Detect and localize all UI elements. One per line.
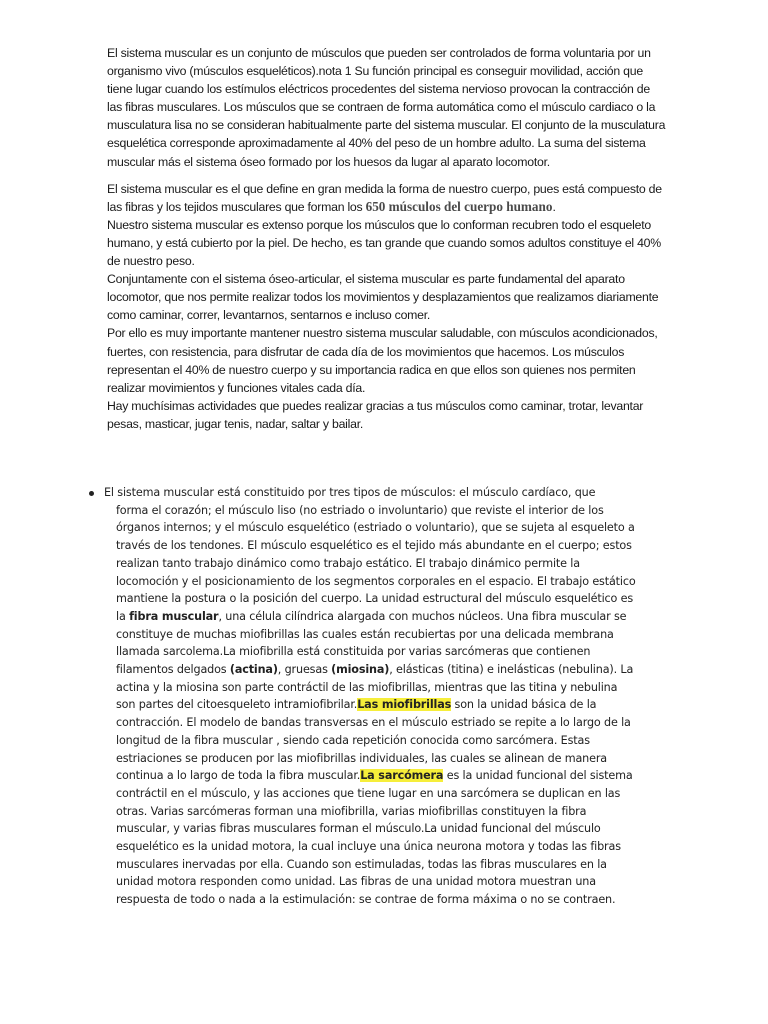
bullet-line: contracción. El modelo de bandas transversas en el músculo estriado se repite a lo largo de la	[116, 716, 631, 730]
highlight-miofibrillas: Las miofibrillas	[357, 698, 452, 712]
paragraph-definition: El sistema muscular es un conjunto de músculos que pueden ser controlados de forma voluntaria por un organismo vivo (músculos esqueléticos).nota 1 Su función principal es conseguir movilidad, acción que tiene lugar cuando los estímulos eléctricos procedentes del sistema nervioso provocan la contracción de las fibras musculares. Los músculos que se contraen de forma automática como el músculo cardiaco o la musculatura lisa no se consideran habitualmente parte del sistema muscular. El conjunto de la musculatura esquelética corresponde aproximadamente al 40% del peso de un hombre adulto. La suma del sistema muscular más el sistema óseo formado por los huesos da lugar al aparato locomotor.	[107, 46, 666, 169]
bullet-line: El sistema muscular está constituido por tres tipos de músculos: el músculo cardíaco, que	[104, 486, 596, 499]
bullet-line: estriaciones se producen por las miofibrillas individuales, las cuales se alinean de manera	[116, 751, 608, 765]
list-item	[86, 484, 692, 909]
bullet-icon	[89, 491, 94, 496]
bullet-line	[116, 608, 692, 626]
text-fragment: es la unidad funcional del sistema	[443, 769, 633, 783]
link-650-muscles[interactable]: 650 músculos del cuerpo humano	[365, 198, 553, 214]
paragraph-extension: Nuestro sistema muscular es extenso porque los músculos que lo conforman recubren todo el esqueleto humano, y está cubierto por la piel. De hecho, es tan grande que cuando somos adultos constituye el 40% de nuestro peso.	[107, 217, 661, 269]
paragraph-activities: Hay muchísimas actividades que puedes realizar gracias a tus músculos como caminar, trotar, levantar pesas, masticar, jugar tenis, nadar, saltar y bailar.	[107, 398, 644, 431]
paragraph-healthy: Por ello es muy importante mantener nuestro sistema muscular saludable, con músculos acondicionados, fuertes, con resistencia, para disfrutar de cada día de los movimientos que hacemos. Los músculos representan el 40% de nuestro cuerpo y su importancia radica en que ellos son quienes nos permiten realizar movimientos y funciones vitales cada día.	[107, 326, 658, 395]
bullet-line: llamada sarcolema.La miofibrilla está constituida por varias sarcómeras que contienen	[116, 645, 591, 659]
text-fragment: , elásticas (titina) e inelásticas (nebulina). La	[389, 663, 634, 677]
intro-text-block	[107, 44, 667, 433]
paragraph-body-shape	[107, 180, 667, 216]
bullet-line: contráctil en el músculo, y las acciones que tiene lugar en una sarcómera se duplican en las	[116, 786, 621, 800]
text-fragment: son la unidad básica de la	[451, 698, 597, 712]
bullet-line: constituye de muchas miofibrillas las cuales están recubiertas por una delicada membrana	[116, 627, 614, 641]
bullet-line: musculares inervadas por ella. Cuando son estimuladas, todas las fibras musculares en la	[116, 857, 607, 871]
term-fibra-muscular: fibra muscular	[129, 609, 219, 623]
bullet-line: respuesta de todo o nada a la estimulación: se contrae de forma máxima o no se contraen.	[116, 893, 616, 907]
text-fragment: filamentos delgados	[116, 663, 230, 677]
bullet-list	[86, 484, 692, 909]
text-fragment: la	[116, 609, 130, 623]
bullet-line: forma el corazón; el músculo liso (no estriado o involuntario) que reviste el interior de los	[116, 503, 604, 517]
paragraph-body-shape-end: .	[552, 199, 556, 214]
bullet-line: unidad motora responden como unidad. Las fibras de una unidad motora muestran una	[116, 875, 596, 889]
paragraph-body-shape-text: El sistema muscular es el que define en gran medida la forma de nuestro cuerpo, pues está compuesto de las fibras y los tejidos musculares que forman los	[107, 181, 662, 214]
text-fragment: , gruesas	[277, 663, 332, 677]
term-miosina: (miosina)	[331, 663, 390, 677]
text-fragment: continua a lo largo de toda la fibra muscular.	[116, 769, 361, 783]
highlight-sarcomera: La sarcómera	[360, 769, 444, 783]
bullet-line: actina y la miosina son parte contráctil de las miofibrillas, mientras que las titina y nebulina	[116, 680, 618, 694]
bullet-line: longitud de la fibra muscular , siendo cada repetición conocida como sarcómera. Estas	[116, 733, 590, 747]
bullet-line: órganos internos; y el músculo esquelético (estriado o voluntario), que se sujeta al esqueleto a	[116, 521, 635, 535]
bullet-line: muscular, y varias fibras musculares forman el músculo.La unidad funcional del músculo	[116, 822, 601, 836]
bullet-line	[116, 767, 692, 785]
bullet-line	[116, 661, 692, 679]
text-fragment: , una célula cilíndrica alargada con muchos núcleos. Una fibra muscular se	[218, 609, 627, 623]
paragraph-locomotor: Conjuntamente con el sistema óseo-articular, el sistema muscular es parte fundamental del aparato locomotor, que nos permite realizar todos los movimientos y desplazamientos que realizamos diariamente como caminar, correr, levantarnos, sentarnos e incluso comer.	[107, 272, 659, 323]
bullet-line: través de los tendones. El músculo esquelético es el tejido más abundante en el cuerpo; estos	[116, 539, 632, 553]
bullet-line: esquelético es la unidad motora, la cual incluye una única neurona motora y todas las fibras	[116, 840, 621, 854]
bullet-line: locomoción y el posicionamiento de los segmentos corporales en el espacio. El trabajo estático	[116, 574, 636, 588]
bullet-line: realizan tanto trabajo dinámico como trabajo estático. El trabajo dinámico permite la	[116, 556, 580, 570]
text-fragment: son partes del citoesqueleto intramiofibrilar.	[116, 698, 358, 712]
term-actina: (actina)	[229, 663, 278, 677]
bullet-line	[116, 696, 692, 714]
bullet-line: otras. Varias sarcómeras forman una miofibrilla, varias miofibrillas constituyen la fibra	[116, 804, 587, 818]
bullet-line: mantiene la postura o la posición del cuerpo. La unidad estructural del músculo esquelético es	[116, 592, 634, 606]
